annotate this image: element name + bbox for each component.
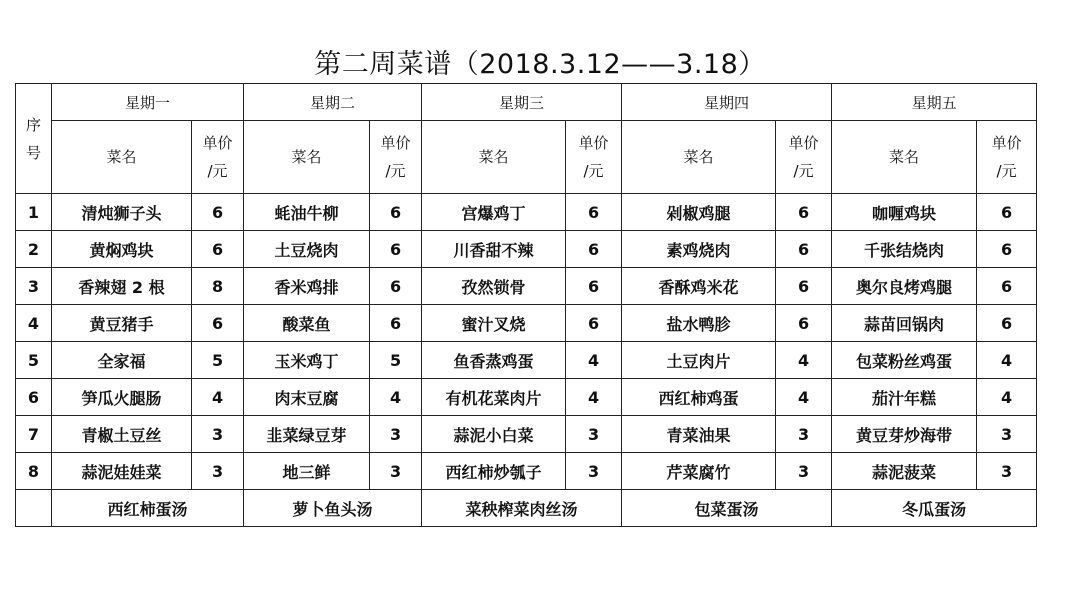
dish-price: 6 — [370, 305, 422, 342]
row-number: 7 — [16, 416, 52, 453]
day-header-fri: 星期五 — [832, 84, 1037, 121]
dish-price: 4 — [566, 379, 622, 416]
dish-price: 3 — [566, 416, 622, 453]
dish-price: 4 — [192, 379, 244, 416]
dish-price: 6 — [977, 231, 1037, 268]
dish-name: 剁椒鸡腿 — [622, 194, 776, 231]
table-row — [16, 194, 1037, 231]
dish-name: 黄豆猪手 — [52, 305, 192, 342]
dish-price: 6 — [977, 305, 1037, 342]
dish-name: 盐水鸭胗 — [622, 305, 776, 342]
dish-name: 黄焖鸡块 — [52, 231, 192, 268]
dish-header: 菜名 — [422, 121, 566, 194]
table-row — [16, 453, 1037, 490]
row-number: 2 — [16, 231, 52, 268]
column-header-row — [16, 121, 1037, 194]
price-header: 单价 /元 — [370, 121, 422, 194]
day-header-mon: 星期一 — [52, 84, 244, 121]
dish-header: 菜名 — [832, 121, 977, 194]
dish-name: 蒜泥菠菜 — [832, 453, 977, 490]
dish-name: 宫爆鸡丁 — [422, 194, 566, 231]
dish-name: 芹菜腐竹 — [622, 453, 776, 490]
dish-price: 6 — [776, 231, 832, 268]
dish-price: 6 — [192, 194, 244, 231]
table-row — [16, 231, 1037, 268]
dish-price: 6 — [977, 194, 1037, 231]
dish-header: 菜名 — [622, 121, 776, 194]
soup-cell: 西红柿蛋汤 — [52, 490, 244, 527]
dish-price: 5 — [192, 342, 244, 379]
soup-cell: 菜秧榨菜肉丝汤 — [422, 490, 622, 527]
dish-price: 6 — [776, 194, 832, 231]
dish-price: 4 — [566, 342, 622, 379]
dish-name: 香米鸡排 — [244, 268, 370, 305]
dish-name: 地三鲜 — [244, 453, 370, 490]
dish-name: 香辣翅 2 根 — [52, 268, 192, 305]
dish-price: 6 — [566, 231, 622, 268]
dish-name: 素鸡烧肉 — [622, 231, 776, 268]
dish-name: 咖喱鸡块 — [832, 194, 977, 231]
dish-name: 鱼香蒸鸡蛋 — [422, 342, 566, 379]
menu-table — [15, 83, 1037, 527]
dish-name: 有机花菜肉片 — [422, 379, 566, 416]
dish-price: 4 — [977, 379, 1037, 416]
dish-header: 菜名 — [52, 121, 192, 194]
row-number: 8 — [16, 453, 52, 490]
dish-name: 酸菜鱼 — [244, 305, 370, 342]
row-number: 1 — [16, 194, 52, 231]
row-number: 6 — [16, 379, 52, 416]
page-title: 第二周菜谱（2018.3.12——3.18） — [314, 49, 766, 80]
dish-price: 3 — [977, 416, 1037, 453]
soup-cell: 冬瓜蛋汤 — [832, 490, 1037, 527]
dish-name: 蚝油牛柳 — [244, 194, 370, 231]
row-number: 5 — [16, 342, 52, 379]
dish-price: 6 — [977, 268, 1037, 305]
soup-row-blank — [16, 490, 52, 527]
dish-price: 4 — [370, 379, 422, 416]
dish-price: 3 — [977, 453, 1037, 490]
dish-name: 包菜粉丝鸡蛋 — [832, 342, 977, 379]
dish-price: 6 — [776, 305, 832, 342]
day-header-row — [16, 84, 1037, 121]
dish-price: 3 — [776, 416, 832, 453]
price-header: 单价 /元 — [776, 121, 832, 194]
dish-name: 笋瓜火腿肠 — [52, 379, 192, 416]
dish-price: 6 — [566, 268, 622, 305]
dish-price: 6 — [566, 194, 622, 231]
soup-cell: 萝卜鱼头汤 — [244, 490, 422, 527]
dish-header: 菜名 — [244, 121, 370, 194]
dish-price: 3 — [192, 416, 244, 453]
soup-row — [16, 490, 1037, 527]
table-row — [16, 342, 1037, 379]
dish-price: 6 — [192, 231, 244, 268]
dish-name: 孜然锁骨 — [422, 268, 566, 305]
dish-price: 6 — [370, 194, 422, 231]
day-header-tue: 星期二 — [244, 84, 422, 121]
dish-name: 土豆烧肉 — [244, 231, 370, 268]
dish-name: 香酥鸡米花 — [622, 268, 776, 305]
price-header: 单价 /元 — [566, 121, 622, 194]
soup-cell: 包菜蛋汤 — [622, 490, 832, 527]
dish-name: 茄汁年糕 — [832, 379, 977, 416]
dish-name: 蜜汁叉烧 — [422, 305, 566, 342]
dish-name: 蒜泥小白菜 — [422, 416, 566, 453]
price-header: 单价 /元 — [192, 121, 244, 194]
dish-name: 全家福 — [52, 342, 192, 379]
price-header: 单价 /元 — [977, 121, 1037, 194]
dish-price: 4 — [776, 379, 832, 416]
table-row — [16, 305, 1037, 342]
dish-price: 6 — [566, 305, 622, 342]
dish-name: 川香甜不辣 — [422, 231, 566, 268]
row-number: 3 — [16, 268, 52, 305]
dish-name: 玉米鸡丁 — [244, 342, 370, 379]
dish-price: 3 — [192, 453, 244, 490]
dish-name: 土豆肉片 — [622, 342, 776, 379]
dish-name: 肉末豆腐 — [244, 379, 370, 416]
dish-price: 3 — [566, 453, 622, 490]
dish-name: 千张结烧肉 — [832, 231, 977, 268]
dish-price: 6 — [370, 268, 422, 305]
table-row — [16, 379, 1037, 416]
dish-price: 5 — [370, 342, 422, 379]
dish-name: 蒜苗回锅肉 — [832, 305, 977, 342]
day-header-thu: 星期四 — [622, 84, 832, 121]
day-header-wed: 星期三 — [422, 84, 622, 121]
dish-name: 青椒土豆丝 — [52, 416, 192, 453]
row-number: 4 — [16, 305, 52, 342]
dish-price: 6 — [192, 305, 244, 342]
dish-price: 4 — [776, 342, 832, 379]
dish-name: 奥尔良烤鸡腿 — [832, 268, 977, 305]
dish-name: 黄豆芽炒海带 — [832, 416, 977, 453]
seq-header: 序 号 — [16, 84, 52, 194]
dish-name: 韭菜绿豆芽 — [244, 416, 370, 453]
dish-name: 青菜油果 — [622, 416, 776, 453]
dish-price: 3 — [776, 453, 832, 490]
table-row — [16, 268, 1037, 305]
dish-price: 6 — [370, 231, 422, 268]
dish-price: 6 — [776, 268, 832, 305]
dish-price: 4 — [977, 342, 1037, 379]
dish-name: 西红柿炒瓠子 — [422, 453, 566, 490]
dish-price: 3 — [370, 453, 422, 490]
dish-name: 清炖狮子头 — [52, 194, 192, 231]
table-row — [16, 416, 1037, 453]
dish-name: 西红柿鸡蛋 — [622, 379, 776, 416]
dish-name: 蒜泥娃娃菜 — [52, 453, 192, 490]
dish-price: 8 — [192, 268, 244, 305]
dish-price: 3 — [370, 416, 422, 453]
